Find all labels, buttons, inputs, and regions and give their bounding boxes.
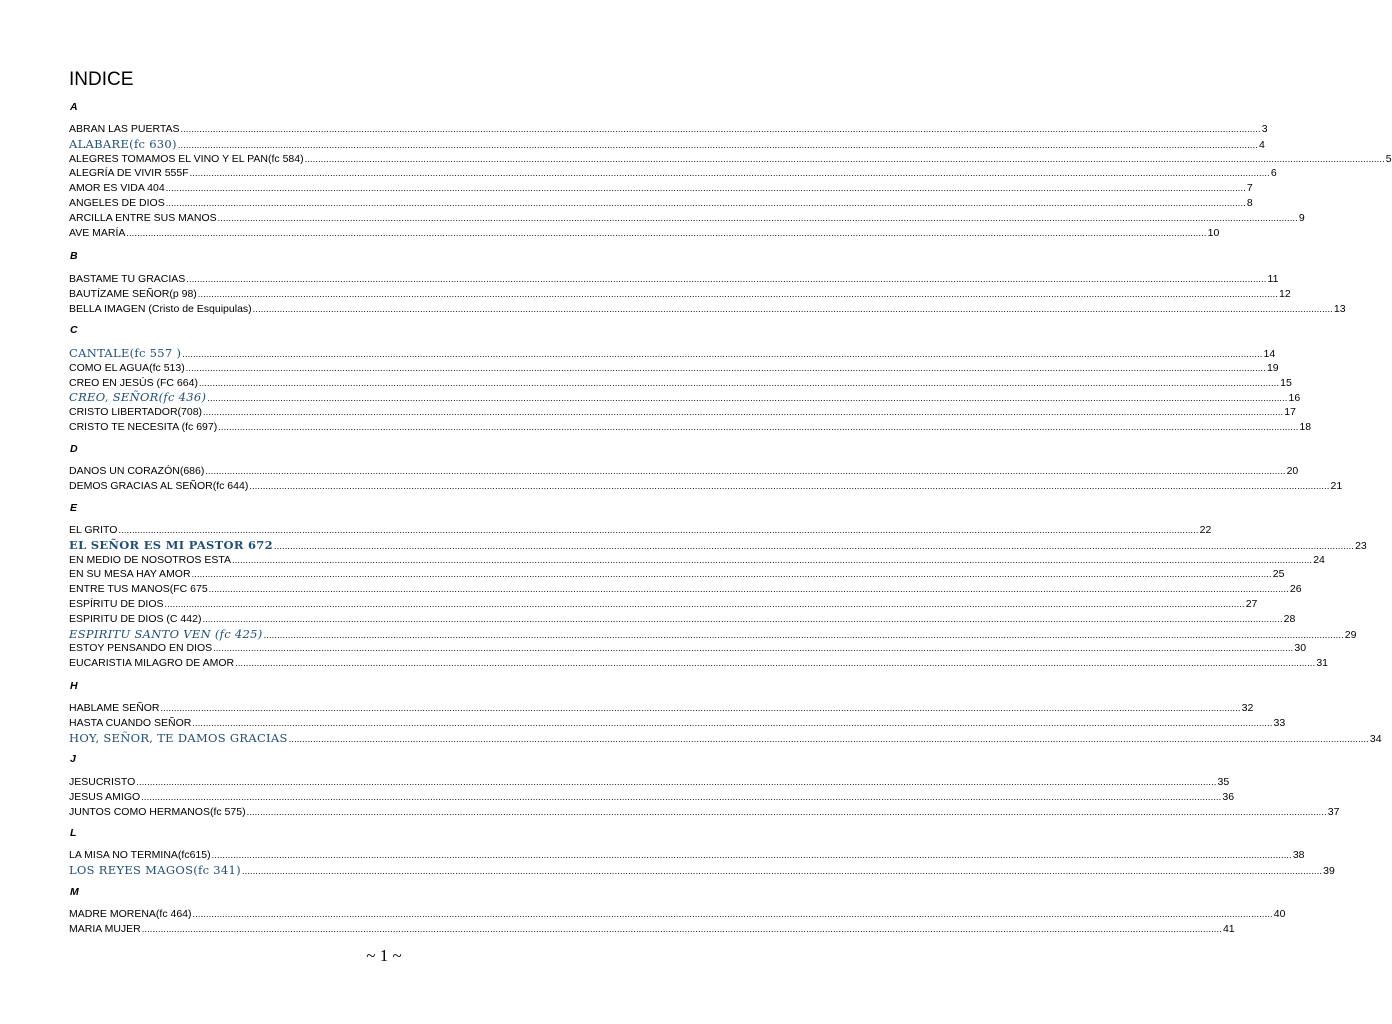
section-letter-d: D: [70, 443, 78, 455]
toc-entry-page-number: 20: [1286, 465, 1299, 477]
toc-entry-title: ESPIRITU DE DIOS (C 442): [69, 612, 202, 625]
toc-entry-title: CRISTO TE NECESITA (fc 697): [69, 421, 218, 433]
toc-entry[interactable]: [69, 166, 1277, 181]
toc-entry[interactable]: [69, 805, 1340, 820]
toc-entry-title: HASTA CUANDO SEÑOR: [69, 716, 192, 729]
dot-leader: ................................................................................................................................................................................................................................................................................................................................................................................................................: [202, 613, 1283, 624]
toc-entry-title: ALEGRÍA DE VIVIR 555F: [69, 167, 189, 180]
toc-entry-title: CRISTO LIBERTADOR(708): [69, 406, 203, 419]
dot-leader: ................................................................................................................................................................................................................................................................................................................................................................................................................: [118, 525, 1199, 535]
toc-entry-title: EN MEDIO DE NOSOTROS ESTA: [69, 553, 231, 566]
toc-entry-page-number: 19: [1266, 361, 1279, 374]
toc-entry-title: EL SEÑOR ES MI PASTOR 672: [69, 537, 273, 552]
toc-entry-title: LA MISA NO TERMINA(fc615): [69, 849, 211, 861]
toc-entry[interactable]: [69, 582, 1302, 597]
toc-entry[interactable]: [69, 656, 1329, 671]
toc-entry-title: JESUS AMIGO: [69, 790, 141, 803]
toc-entry-page-number: 11: [1267, 273, 1279, 285]
dot-leader: ................................................................................................................................................................................................................................................................................................................................................................................................................: [213, 643, 1294, 654]
toc-entry-page-number: 14: [1263, 348, 1276, 360]
dot-leader: ................................................................................................................................................................................................................................................................................................................................................................................................................: [218, 422, 1299, 432]
toc-entry[interactable]: [69, 716, 1286, 731]
dot-leader: ................................................................................................................................................................................................................................................................................................................................................................................................................: [205, 466, 1286, 476]
dot-leader: ................................................................................................................................................................................................................................................................................................................................................................................................................: [217, 212, 1298, 223]
toc-entry[interactable]: [69, 226, 1220, 241]
toc-entry-page-number: 18: [1299, 421, 1312, 433]
toc-entry[interactable]: [69, 626, 1357, 642]
toc-entry[interactable]: [69, 612, 1296, 627]
toc-entry-page-number: 32: [1241, 702, 1254, 714]
dot-leader: ................................................................................................................................................................................................................................................................................................................................................................................................................: [235, 658, 1316, 669]
toc-entry-page-number: 35: [1217, 776, 1230, 788]
dot-leader: ................................................................................................................................................................................................................................................................................................................................................................................................................: [211, 850, 1292, 860]
toc-entry-title: LOS REYES MAGOS(fc 341): [69, 862, 241, 877]
dot-leader: ................................................................................................................................................................................................................................................................................................................................................................................................................: [207, 393, 1288, 404]
toc-entry[interactable]: [69, 405, 1296, 420]
dot-leader: ................................................................................................................................................................................................................................................................................................................................................................................................................: [164, 599, 1245, 609]
section-letter-e: E: [70, 502, 78, 514]
toc-entry-title: ABRAN LAS PUERTAS: [69, 123, 180, 135]
toc-entry[interactable]: [69, 181, 1253, 196]
toc-entry[interactable]: [69, 701, 1254, 716]
toc-entry-title: ESPÍRITU DE DIOS: [69, 598, 164, 610]
dot-leader: ................................................................................................................................................................................................................................................................................................................................................................................................................: [180, 124, 1261, 134]
toc-entry-page-number: 25: [1272, 568, 1285, 581]
toc-entry-page-number: 12: [1278, 287, 1291, 300]
toc-entry[interactable]: [69, 567, 1285, 582]
toc-entry-page-number: 6: [1270, 167, 1277, 180]
toc-entry[interactable]: [69, 862, 1335, 878]
dot-leader: ................................................................................................................................................................................................................................................................................................................................................................................................................: [197, 288, 1278, 299]
toc-entry[interactable]: [69, 302, 1346, 317]
toc-entry-title: DANOS UN CORAZÓN(686): [69, 465, 205, 477]
section-letter-l: L: [70, 827, 77, 839]
toc-entry-title: BELLA IMAGEN (Cristo de Esquipulas): [69, 302, 252, 315]
dot-leader: ................................................................................................................................................................................................................................................................................................................................................................................................................: [304, 153, 1385, 164]
toc-entry-title: MADRE MORENA(fc 464): [69, 908, 192, 920]
dot-leader: ................................................................................................................................................................................................................................................................................................................................................................................................................: [136, 777, 1217, 787]
toc-entry[interactable]: [69, 907, 1286, 922]
toc-entry-title: ANGELES DE DIOS: [69, 197, 165, 209]
toc-entry-page-number: 34: [1369, 732, 1382, 745]
dot-leader: ................................................................................................................................................................................................................................................................................................................................................................................................................: [252, 303, 1333, 314]
toc-entry[interactable]: [69, 848, 1305, 863]
toc-entry-page-number: 41: [1222, 922, 1235, 935]
toc-entry-title: ESTOY PENSANDO EN DIOS: [69, 642, 213, 655]
toc-entry-page-number: 30: [1294, 642, 1307, 655]
toc-entry-page-number: 37: [1327, 805, 1340, 818]
dot-leader: ................................................................................................................................................................................................................................................................................................................................................................................................................: [186, 274, 1267, 284]
toc-entry[interactable]: [69, 597, 1258, 612]
toc-entry-title: BASTAME TU GRACIAS: [69, 273, 186, 285]
dot-leader: ................................................................................................................................................................................................................................................................................................................................................................................................................: [192, 909, 1273, 919]
dot-leader: ................................................................................................................................................................................................................................................................................................................................................................................................................: [192, 717, 1273, 728]
toc-entry-page-number: 15: [1280, 376, 1292, 389]
toc-entry-title: CREO, SEÑOR(fc 436): [69, 390, 207, 405]
dot-leader: ................................................................................................................................................................................................................................................................................................................................................................................................................: [263, 629, 1344, 640]
dot-leader: ................................................................................................................................................................................................................................................................................................................................................................................................................: [177, 139, 1259, 150]
toc-entry-title: DEMOS GRACIAS AL SEÑOR(fc 644): [69, 479, 249, 492]
toc-entry-page-number: 3: [1261, 123, 1268, 135]
toc-entry[interactable]: [69, 136, 1265, 152]
page-title: INDICE: [69, 69, 134, 90]
toc-entry-page-number: 26: [1289, 583, 1302, 596]
toc-entry-title: ESPIRITU SANTO VEN (fc 425): [69, 626, 263, 641]
toc-entry-page-number: 22: [1199, 524, 1212, 536]
dot-leader: ................................................................................................................................................................................................................................................................................................................................................................................................................: [189, 168, 1270, 179]
toc-entry[interactable]: [69, 464, 1299, 479]
section-letter-j: J: [70, 753, 76, 765]
section-letter-c: C: [70, 324, 78, 336]
dot-leader: ................................................................................................................................................................................................................................................................................................................................................................................................................: [246, 806, 1327, 817]
dot-leader: ................................................................................................................................................................................................................................................................................................................................................................................................................: [249, 480, 1330, 491]
dot-leader: ................................................................................................................................................................................................................................................................................................................................................................................................................: [182, 349, 1263, 359]
toc-entry[interactable]: [69, 730, 1382, 746]
toc-entry-page-number: 16: [1288, 392, 1301, 405]
toc-entry-title: EUCARISTIA MILAGRO DE AMOR: [69, 657, 235, 670]
section-letter-h: H: [70, 680, 78, 692]
toc-entry-page-number: 7: [1246, 182, 1253, 195]
toc-entry[interactable]: [69, 196, 1253, 211]
toc-entry-page-number: 10: [1207, 226, 1220, 239]
toc-entry-page-number: 40: [1273, 908, 1286, 920]
toc-entry-title: ENTRE TUS MANOS(FC 675: [69, 583, 208, 596]
dot-leader: ................................................................................................................................................................................................................................................................................................................................................................................................................: [273, 540, 1355, 551]
dot-leader: ................................................................................................................................................................................................................................................................................................................................................................................................................: [198, 377, 1280, 388]
toc-entry-page-number: 13: [1333, 302, 1346, 315]
toc-entry[interactable]: [69, 287, 1291, 302]
toc-entry-title: EL GRITO: [69, 524, 118, 536]
toc-entry-title: CREO EN JESÚS (FC 664): [69, 376, 198, 389]
toc-entry[interactable]: [69, 361, 1279, 376]
section-letter-m: M: [70, 886, 79, 898]
toc-entry[interactable]: [69, 922, 1235, 937]
toc-entry-title: HOY, SEÑOR, TE DAMOS GRACIAS: [69, 730, 288, 745]
toc-entry[interactable]: [69, 523, 1212, 538]
toc-entry-title: COMO EL AGUA(fc 513): [69, 361, 185, 374]
toc-entry-title: HABLAME SEÑOR: [69, 702, 160, 714]
toc-entry[interactable]: [69, 775, 1230, 790]
toc-entry[interactable]: [69, 376, 1292, 391]
toc-entry-title: MARIA MUJER: [69, 922, 141, 935]
dot-leader: ................................................................................................................................................................................................................................................................................................................................................................................................................: [165, 183, 1246, 194]
dot-leader: ................................................................................................................................................................................................................................................................................................................................................................................................................: [160, 703, 1241, 713]
toc-entry-title: ARCILLA ENTRE SUS MANOS: [69, 211, 217, 224]
toc-entry[interactable]: [69, 211, 1305, 226]
toc-entry-page-number: 17: [1284, 406, 1296, 419]
toc-entry-title: BAUTÍZAME SEÑOR(p 98): [69, 287, 197, 300]
toc-entry-page-number: 4: [1259, 138, 1265, 151]
toc-entry-page-number: 39: [1323, 864, 1335, 877]
toc-entry-page-number: 38: [1292, 849, 1305, 861]
page-number-footer: ~ 1 ~: [366, 946, 402, 965]
toc-entry[interactable]: [69, 420, 1312, 435]
toc-entry-page-number: 31: [1316, 657, 1329, 670]
dot-leader: ................................................................................................................................................................................................................................................................................................................................................................................................................: [191, 569, 1272, 580]
toc-entry-title: JUNTOS COMO HERMANOS(fc 575): [69, 805, 246, 818]
dot-leader: ................................................................................................................................................................................................................................................................................................................................................................................................................: [126, 227, 1207, 238]
toc-entry-title: ALABARE(fc 630): [69, 136, 177, 151]
toc-entry-page-number: 36: [1222, 790, 1235, 803]
toc-entry[interactable]: [69, 390, 1301, 405]
toc-entry-page-number: 23: [1355, 539, 1367, 552]
dot-leader: ................................................................................................................................................................................................................................................................................................................................................................................................................: [208, 584, 1289, 595]
toc-entry[interactable]: [69, 122, 1268, 137]
toc-entry-title: AMOR ES VIDA 404: [69, 182, 165, 195]
dot-leader: ................................................................................................................................................................................................................................................................................................................................................................................................................: [241, 865, 1323, 876]
dot-leader: ................................................................................................................................................................................................................................................................................................................................................................................................................: [232, 554, 1313, 565]
toc-entry-page-number: 9: [1298, 211, 1305, 224]
toc-entry-page-number: 5: [1385, 152, 1392, 165]
section-letter-b: B: [70, 250, 78, 262]
toc-entry[interactable]: [69, 272, 1279, 287]
toc-entry-page-number: 21: [1330, 479, 1343, 492]
toc-entry[interactable]: [69, 553, 1325, 568]
toc-entry-page-number: 29: [1344, 628, 1357, 641]
section-letter-a: A: [70, 101, 78, 113]
dot-leader: ................................................................................................................................................................................................................................................................................................................................................................................................................: [203, 407, 1284, 418]
toc-entry-title: AVE MARÍA: [69, 226, 126, 239]
toc-entry-page-number: 28: [1283, 612, 1296, 625]
dot-leader: ................................................................................................................................................................................................................................................................................................................................................................................................................: [141, 923, 1222, 934]
toc-entry-page-number: 33: [1273, 716, 1286, 729]
dot-leader: ................................................................................................................................................................................................................................................................................................................................................................................................................: [141, 791, 1222, 802]
toc-entry[interactable]: [69, 346, 1276, 361]
dot-leader: ................................................................................................................................................................................................................................................................................................................................................................................................................: [288, 733, 1369, 744]
toc-entry-page-number: 27: [1245, 598, 1258, 610]
toc-entry-title: EN SU MESA HAY AMOR: [69, 568, 191, 581]
toc-entry[interactable]: [69, 641, 1307, 656]
toc-entry[interactable]: [69, 790, 1235, 805]
toc-entry[interactable]: [69, 537, 1367, 553]
toc-entry-title: CANTALE(fc 557 ): [69, 346, 182, 360]
toc-entry-page-number: 24: [1313, 553, 1325, 566]
toc-entry[interactable]: [69, 152, 1392, 167]
toc-entry-page-number: 8: [1246, 197, 1253, 209]
dot-leader: ................................................................................................................................................................................................................................................................................................................................................................................................................: [165, 198, 1246, 208]
toc-entry[interactable]: [69, 479, 1343, 494]
toc-entry-title: ALEGRES TOMAMOS EL VINO Y EL PAN(fc 584): [69, 152, 304, 165]
toc-entry-title: JESUCRISTO: [69, 776, 136, 788]
dot-leader: ................................................................................................................................................................................................................................................................................................................................................................................................................: [185, 362, 1266, 373]
